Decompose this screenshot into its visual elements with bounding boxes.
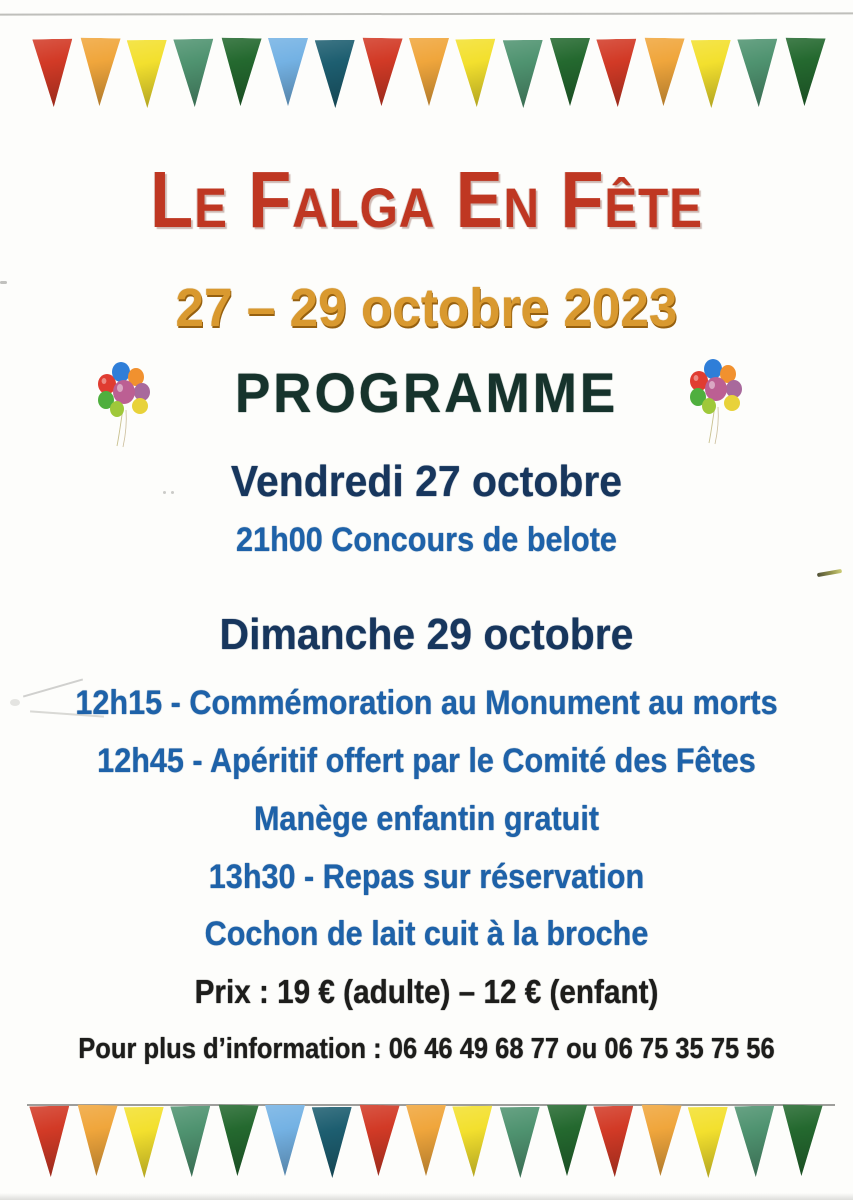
pennant-red	[32, 39, 73, 108]
sunday-event-aperitif: 12h45 - Apéritif offert par le Comité des Fêtes	[97, 742, 756, 780]
pennant-darkgreen	[784, 38, 825, 107]
pennant-seagreen	[737, 39, 778, 108]
scan-artifact	[0, 1193, 853, 1200]
pennant-red	[29, 1106, 70, 1178]
pennant-orange	[79, 38, 120, 107]
bunting-bottom	[30, 1105, 822, 1176]
pennant-seagreen	[170, 1106, 211, 1178]
sunday-event-commemoration: 12h15 - Commémoration au Monument au morts	[75, 684, 778, 722]
pennant-yellow	[127, 40, 168, 108]
pennant-darkgreen	[550, 38, 590, 106]
pennant-orange	[643, 38, 684, 107]
sunday-event-repas: 13h30 - Repas sur réservation	[208, 858, 645, 896]
balloons-icon	[688, 357, 746, 445]
scan-artifact	[0, 281, 7, 284]
pennant-yellow	[455, 39, 496, 108]
pennant-darkgreen	[781, 1105, 822, 1177]
friday-heading: Vendredi 27 octobre	[230, 457, 623, 506]
pennant-yellow	[452, 1106, 493, 1178]
friday-event: 21h00 Concours de belote	[236, 521, 617, 559]
pennant-red	[596, 39, 637, 108]
pennant-lightblue	[265, 1105, 305, 1176]
pennant-orange	[76, 1105, 117, 1177]
programme-heading: PROGRAMME	[234, 361, 619, 424]
pennant-orange	[406, 1105, 446, 1176]
pennant-yellow	[691, 40, 732, 108]
pennant-seagreen	[500, 1107, 541, 1178]
pennant-darkteal	[312, 1107, 353, 1178]
pennant-yellow	[124, 1107, 165, 1178]
sunday-heading: Dimanche 29 octobre	[219, 610, 634, 659]
pennant-lightblue	[268, 38, 308, 106]
contact-line: Pour plus d’information : 06 46 49 68 77 ou 06 75 35 75 56	[78, 1033, 775, 1065]
pennant-red	[593, 1106, 634, 1178]
sunday-event-cochon: Cochon de lait cuit à la broche	[204, 915, 649, 953]
pricing-line: Prix : 19 € (adulte) – 12 € (enfant)	[194, 973, 659, 1010]
pennant-darkteal	[315, 40, 356, 108]
pennant-red	[358, 1105, 399, 1177]
pennant-seagreen	[503, 40, 544, 108]
pennant-orange	[640, 1105, 681, 1177]
scan-edge-line	[0, 12, 853, 15]
poster-title: Le Falga En Fête	[150, 155, 703, 244]
event-dates: 27 – 29 octobre 2023	[175, 278, 678, 338]
pennant-yellow	[688, 1107, 729, 1178]
pennant-seagreen	[173, 39, 214, 108]
pennant-red	[361, 38, 402, 107]
pennant-seagreen	[734, 1106, 775, 1178]
pennant-darkgreen	[217, 1105, 258, 1177]
pennant-darkgreen	[547, 1105, 587, 1176]
pennant-darkgreen	[220, 38, 261, 107]
scan-artifact	[10, 699, 20, 706]
bunting-top	[33, 38, 825, 106]
pennant-orange	[409, 38, 449, 106]
scan-artifact	[817, 569, 842, 577]
sunday-event-manege: Manège enfantin gratuit	[253, 800, 600, 838]
